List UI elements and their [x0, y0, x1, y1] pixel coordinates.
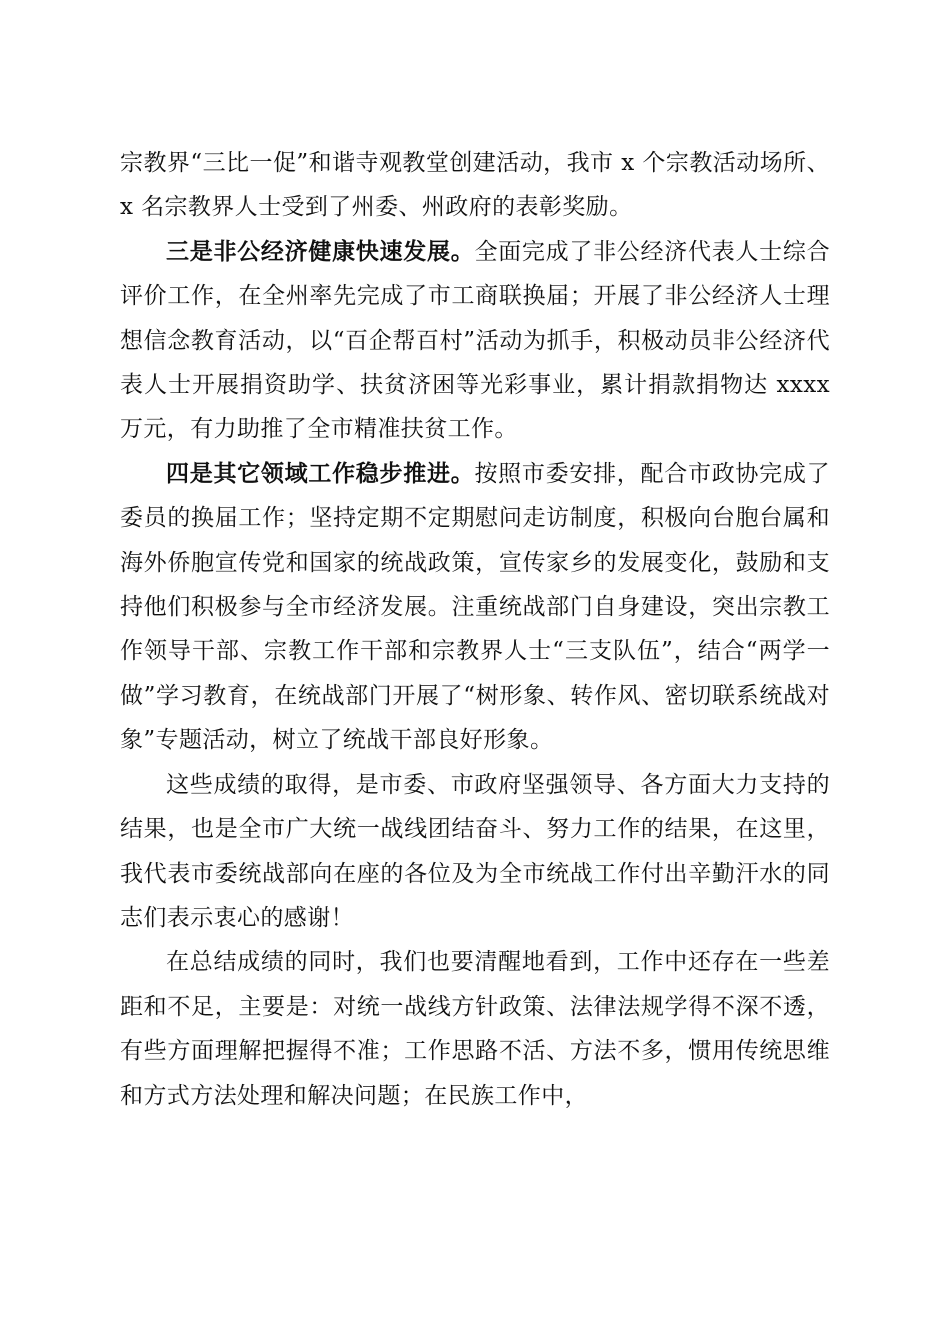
paragraph-heading: 三是非公经济健康快速发展。	[166, 237, 475, 265]
paragraph-shortcomings	[120, 940, 830, 1118]
paragraph-acknowledgement	[120, 763, 830, 941]
paragraph-other-fields	[120, 452, 830, 763]
document-page	[120, 141, 830, 1118]
paragraph-non-public-economy	[120, 230, 830, 452]
paragraph-text: 宗教界“三比一促”和谐寺观教堂创建活动，我市 x 个宗教活动场所、x 名宗教界人士受到了州委、州政府的表彰奖励。	[120, 150, 830, 221]
paragraph-continuation	[120, 141, 830, 230]
paragraph-text: 这些成绩的取得，是市委、市政府坚强领导、各方面大力支持的结果，也是全市广大统一战线团结奋斗、努力工作的结果，在这里，我代表市委统战部向在座的各位及为全市统战工作付出辛勤汗水的同志们表示衷心的感谢！	[120, 771, 830, 931]
paragraph-text: 全面完成了非公经济代表人士综合评价工作，在全州率先完成了市工商联换届；开展了非公经济人士理想信念教育活动，以“百企帮百村”活动为抓手，积极动员非公经济代表人士开展捐资助学、扶贫济困等光彩事业，累计捐款捐物达 xxxx 万元，有力助推了全市精准扶贫工作。	[120, 238, 830, 443]
paragraph-text: 在总结成绩的同时，我们也要清醒地看到，工作中还存在一些差距和不足，主要是：对统一战线方针政策、法律法规学得不深不透，有些方面理解把握得不准；工作思路不活、方法不多，惯用传统思维和方式方法处理和解决问题；在民族工作中，	[120, 949, 830, 1109]
paragraph-text: 按照市委安排，配合市政协完成了委员的换届工作；坚持定期不定期慰问走访制度，积极向台胞台属和海外侨胞宣传党和国家的统战政策，宣传家乡的发展变化，鼓励和支持他们积极参与全市经济发展。注重统战部门自身建设，突出宗教工作领导干部、宗教工作干部和宗教界人士“三支队伍”，结合“两学一做”学习教育，在统战部门开展了“树形象、转作风、密切联系统战对象”专题活动，树立了统战干部良好形象。	[120, 460, 830, 754]
paragraph-heading: 四是其它领域工作稳步推进。	[166, 459, 475, 487]
